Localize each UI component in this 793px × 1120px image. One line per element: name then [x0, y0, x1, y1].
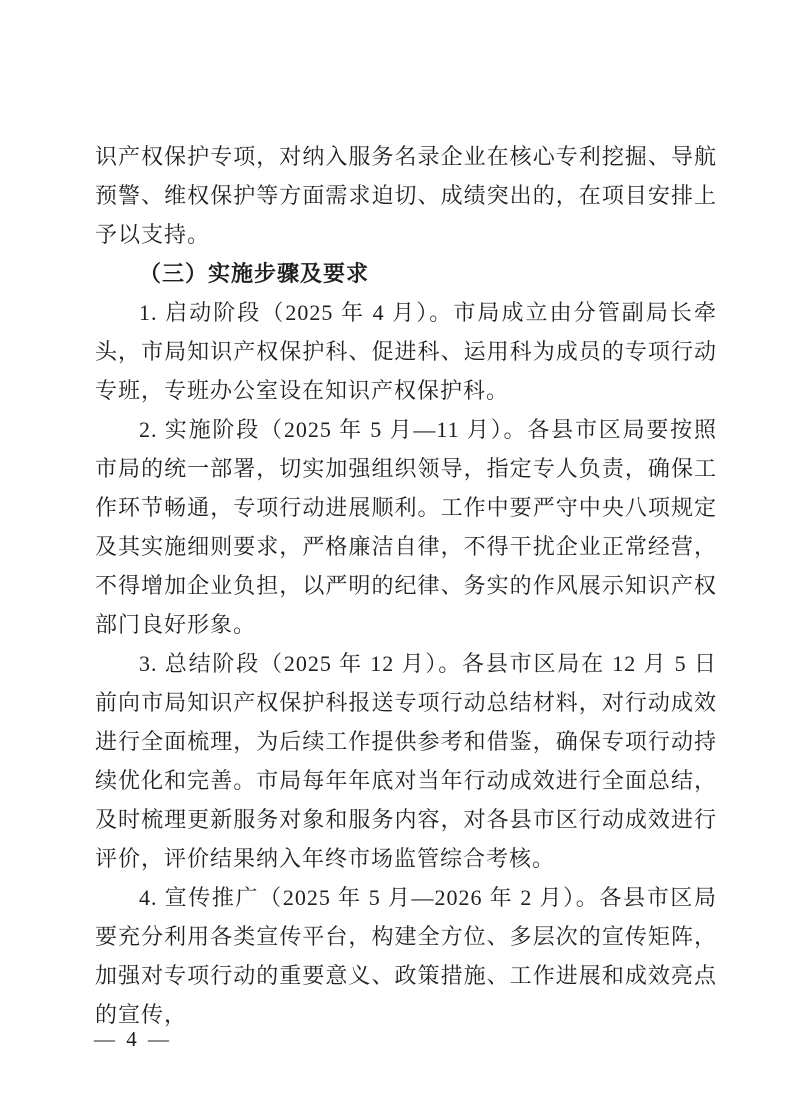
section-heading: （三）实施步骤及要求 — [139, 261, 370, 286]
paragraph-stage-1-launch: 1. 启动阶段（2025 年 4 月）。市局成立由分管副局长牵头，市局知识产权保护科、促进科、运用科为成员的专项行动专班，专班办公室设在知识产权保护科。 — [95, 300, 717, 403]
document-text-block — [95, 137, 717, 1034]
paragraph-stage-2-implementation: 2. 实施阶段（2025 年 5 月—11 月）。各县市区局要按照市局的统一部署，切实加强组织领导，指定专人负责，确保工作环节畅通，专项行动进展顺利。工作中要严守中央八项规定及其实施细则要求，严格廉洁自律，不得干扰企业正常经营，不得增加企业负担，以严明的纪律、务实的作风展示知识产权部门良好形象。 — [95, 417, 717, 637]
paragraph-stage-3-summary: 3. 总结阶段（2025 年 12 月）。各县市区局在 12 月 5 日前向市局知识产权保护科报送专项行动总结材料，对行动成效进行全面梳理，为后续工作提供参考和借鉴，确保专项行动持续优化和完善。市局每年年底对当年行动成效进行全面总结，及时梳理更新服务对象和服务内容，对各县市区行动成效进行评价，评价结果纳入年终市场监管综合考核。 — [95, 651, 717, 871]
page-number: — 4 — — [94, 1027, 172, 1051]
paragraph-continuation: 识产权保护专项，对纳入服务名录企业在核心专利挖掘、导航预警、维权保护等方面需求迫切、成绩突出的，在项目安排上予以支持。 — [95, 144, 717, 247]
paragraph-stage-4-promotion: 4. 宣传推广（2025 年 5 月—2026 年 2 月）。各县市区局要充分利用各类宣传平台，构建全方位、多层次的宣传矩阵，加强对专项行动的重要意义、政策措施、工作进展和成效亮点的宣传， — [95, 885, 717, 1027]
